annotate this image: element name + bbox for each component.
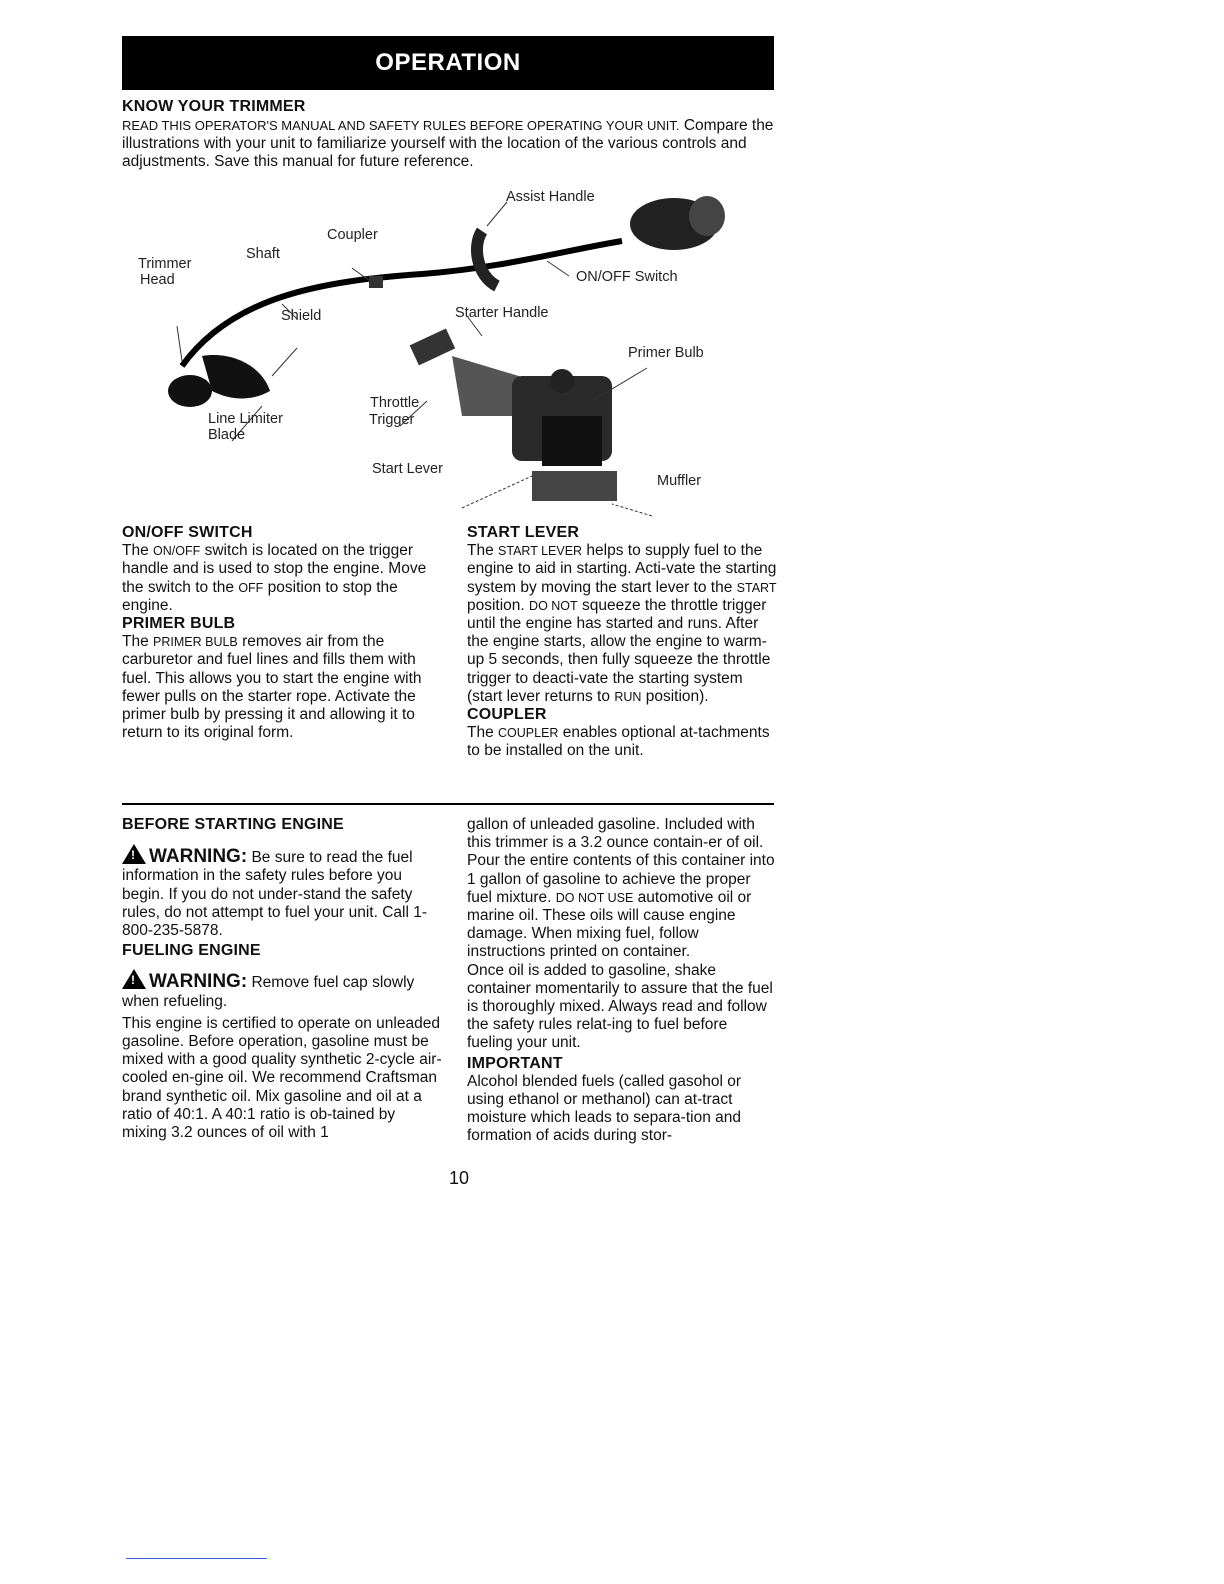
know-title: KNOW YOUR TRIMMER [122, 98, 306, 115]
start-sc1: START LEVER [498, 544, 583, 559]
right-column-bottom [467, 816, 777, 1146]
right-column-top [467, 524, 777, 761]
label-shield: Shield [281, 308, 322, 324]
before-warn-label: WARNING: [149, 846, 248, 868]
label-assist-handle: Assist Handle [506, 189, 595, 205]
onoff-t1: The [122, 542, 149, 560]
primer-sc1: PRIMER BULB [153, 635, 238, 650]
onoff-title: ON/OFF SWITCH [122, 524, 253, 541]
start-sc3: DO NOT [529, 598, 578, 613]
before-title: BEFORE STARTING ENGINE [122, 816, 344, 833]
footer-link-line [126, 1558, 267, 1559]
coupler-t1: The [467, 724, 494, 742]
onoff-text [122, 542, 442, 615]
left-column-top [122, 524, 442, 742]
page-number: 10 [449, 1168, 470, 1188]
know-intro [122, 117, 774, 171]
start-t4: squeeze the throttle trigger until the engine has started and runs. After the engine starts, allow the engine to warm-up 5 seconds, then fully squeeze the throttle trigger to deacti-vate the starting system (start lever returns to [467, 596, 771, 705]
start-sc4: RUN [614, 689, 642, 704]
primer-title: PRIMER BULB [122, 615, 236, 633]
start-t2: helps to supply fuel to the engine to aid in starting. Acti-vate the starting system by moving the start lever to the [467, 542, 777, 596]
label-trimmer: Trimmer [138, 256, 192, 272]
coupler-sc1: COUPLER [498, 726, 559, 741]
label-blade: Blade [208, 427, 246, 443]
label-head: Head [140, 272, 175, 288]
fueling-warning [122, 969, 442, 1010]
start-t3: position. [467, 596, 525, 614]
fueling-title: FUELING ENGINE [122, 942, 261, 960]
section-banner: OPERATION [122, 36, 774, 90]
primer-text [122, 633, 442, 742]
right2-p1b: automotive oil or marine oil. These oils will cause engine damage. When mixing fuel, follow instructions printed on container. [467, 888, 752, 961]
trimmer-diagram [122, 186, 774, 546]
manual-page [122, 36, 777, 1145]
important-title: IMPORTANT [467, 1054, 563, 1072]
before-warn-text: Be sure to read the fuel information in the safety rules before you begin. If you do not under-stand the safety rules, do not attempt to fuel your unit. Call 1-800-235-5878. [122, 849, 427, 940]
section-divider [122, 803, 774, 805]
label-coupler: Coupler [327, 227, 378, 243]
warning-triangle-icon: ! [122, 969, 146, 989]
warning-triangle-icon: ! [122, 844, 146, 864]
label-muffler: Muffler [657, 473, 702, 489]
start-title: START LEVER [467, 524, 580, 541]
label-trigger: Trigger [369, 412, 415, 428]
onoff-sc1: ON/OFF [153, 544, 201, 559]
coupler-text [467, 724, 777, 760]
left-column-bottom [122, 816, 442, 1142]
label-throttle: Throttle [370, 395, 420, 411]
coupler-title: COUPLER [467, 706, 547, 724]
before-warning [122, 844, 442, 940]
right2-p1a: gallon of unleaded gasoline. Included with this trimmer is a 3.2 ounce contain-er of oil. Pour the entire contents of this container into 1 gallon of gasoline to achieve the proper fuel mixture. [467, 816, 775, 906]
label-onoff-switch: ON/OFF Switch [576, 269, 678, 285]
onoff-t3: position to stop the engine. [122, 578, 398, 614]
primer-t2: removes air from the carburetor and fuel lines and fills them with fuel. This allows you to start the engine with fewer pulls on the starter rope. Activate the primer bulb by pressing it and allowing it to return to its original form. [122, 633, 422, 742]
label-starter-handle: Starter Handle [455, 305, 549, 321]
label-primer-bulb: Primer Bulb [628, 345, 704, 361]
fueling-warn-text: Remove fuel cap slowly when refueling. [122, 974, 415, 1010]
start-t5: position). [645, 687, 709, 705]
right2-p1 [467, 816, 777, 962]
fueling-body: This engine is certified to operate on unleaded gasoline. Before operation, gasoline must be mixed with a good quality synthetic 2-cycle air-cooled en-gine oil. We recommend Craftsman brand synthetic oil. Mix gasoline and oil at a ratio of 40:1. A 40:1 ratio is ob-tained by mixing 3.2 ounces of oil with 1 [122, 1014, 442, 1142]
know-caps: READ THIS OPERATOR'S MANUAL AND SAFETY RULES BEFORE OPERATING YOUR UNIT. [122, 118, 680, 133]
start-text [467, 542, 777, 706]
label-shaft: Shaft [246, 246, 280, 262]
onoff-t2: switch is located on the trigger handle and is used to stop the engine. Move the switch to the [122, 542, 427, 596]
primer-t1: The [122, 633, 149, 651]
label-line-limiter: Line Limiter [208, 411, 283, 427]
coupler-t2: enables optional at-tachments to be installed on the unit. [467, 724, 770, 760]
fueling-warn-label: WARNING: [149, 971, 248, 993]
right2-p2: Once oil is added to gasoline, shake container momentarily to assure that the fuel is thoroughly mixed. Always read and follow the safety rules relat-ing to fuel before fueling your unit. [467, 961, 773, 1052]
onoff-sc2: OFF [238, 580, 264, 595]
know-body: Compare the illustrations with your unit to familiarize yourself with the location of the various controls and adjustments. Save this manual for future reference. [122, 117, 774, 170]
label-start-lever: Start Lever [372, 461, 443, 477]
start-sc2: START [736, 580, 777, 595]
right2-sc1: DO NOT USE [555, 890, 634, 905]
start-t1: The [467, 542, 494, 560]
right2-p3: Alcohol blended fuels (called gasohol or using ethanol or methanol) can at-tract moisture which leads to separa-tion and formation of acids during stor- [467, 1072, 742, 1145]
trimmer-illustration [122, 186, 774, 546]
